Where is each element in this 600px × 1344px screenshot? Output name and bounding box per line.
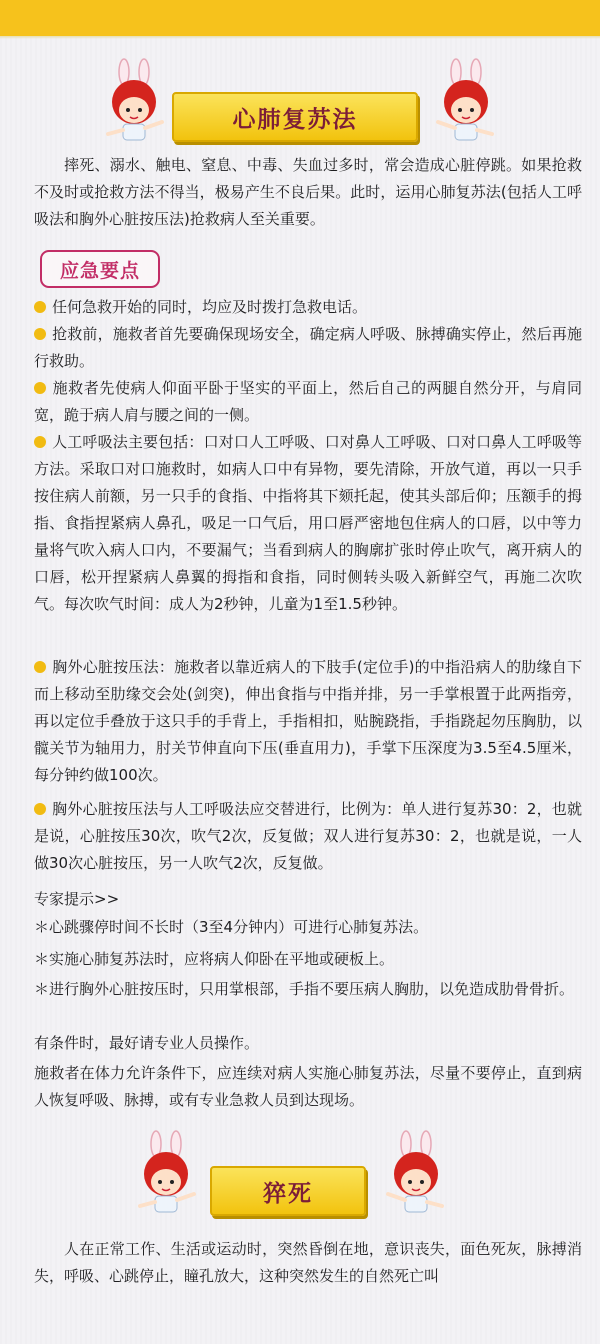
section-title-cpr: 心肺复苏法 (232, 106, 358, 133)
bullet-dot-icon (34, 803, 46, 815)
key-point-4 (34, 429, 582, 618)
rabbit-mascot-icon (132, 1130, 200, 1220)
bullet-dot-icon (34, 661, 46, 673)
expert-tip-1: ＊心跳骤停时间不长时（3至4分钟内）可进行心肺复苏法。 (34, 918, 429, 936)
key-point-1-text: 任何急救开始的同时，均应及时拨打急救电话。 (52, 298, 368, 316)
expert-tip-5: 施救者在体力允许条件下，应连续对病人实施心肺复苏法，尽量不要停止，直到病人恢复呼吸、脉搏，或有专业急救人员到达现场。 (34, 1064, 582, 1109)
mascot-left-1 (100, 58, 168, 148)
key-point-3-text: 施救者先使病人仰面平卧于坚实的平面上，然后自己的两腿自然分开，与肩同宽，跪于病人肩与腰之间的一侧。 (34, 379, 582, 424)
bullet-dot-icon (34, 382, 46, 394)
expert-tip-4: 有条件时，最好请专业人员操作。 (34, 1034, 260, 1052)
bullet-dot-icon (34, 436, 46, 448)
section-title-banner-sudden-death (210, 1166, 366, 1216)
key-point-2-text: 抢救前，施救者首先要确保现场安全，确定病人呼吸、脉搏确实停止，然后再施行救助。 (34, 325, 582, 370)
key-point-3 (34, 375, 582, 429)
key-point-2 (34, 321, 582, 375)
rabbit-mascot-icon (432, 58, 500, 148)
mascot-right-1 (432, 58, 500, 148)
key-points-badge (40, 250, 160, 288)
section-title-banner-cpr (172, 92, 418, 142)
expert-tips-heading: 专家提示>> (34, 890, 120, 908)
key-point-1 (34, 294, 582, 321)
bullet-dot-icon (34, 301, 46, 313)
bullet-dot-icon (34, 328, 46, 340)
key-point-6-text: 胸外心脏按压法与人工呼吸法应交替进行，比例为：单人进行复苏30：2，也就是说，心脏按压30次，吹气2次，反复做；双人进行复苏30：2，也就是说，一人做30次心脏按压，另一人吹气2次，反复做。 (34, 800, 582, 872)
expert-tip-2: ＊实施心肺复苏法时，应将病人仰卧在平地或硬板上。 (34, 950, 395, 968)
section-title-sudden-death: 猝死 (263, 1180, 313, 1207)
key-point-6 (34, 796, 582, 877)
key-points-label: 应急要点 (59, 259, 140, 282)
rabbit-mascot-icon (382, 1130, 450, 1220)
sudden-death-intro-paragraph: 人在正常工作、生活或运动时，突然昏倒在地，意识丧失，面色死灰，脉搏消失，呼吸、心跳停止，瞳孔放大，这种突然发生的自然死亡叫 (34, 1240, 582, 1285)
expert-tip-3: ＊进行胸外心脏按压时，只用掌根部，手指不要压病人胸肋，以免造成肋骨骨折。 (34, 980, 575, 998)
key-point-4-text: 人工呼吸法主要包括：口对口人工呼吸、口对鼻人工呼吸、口对口鼻人工呼吸等方法。采取口对口施救时，如病人口中有异物，要先清除，开放气道，再以一只手按住病人前额，另一只手的食指、中指将其下颏托起，使其头部后仰；压额手的拇指、食指捏紧病人鼻孔，吸足一口气后，用口唇严密地包住病人的口唇，以中等力量将气吹入病人口内，不要漏气；当看到病人的胸廓扩张时停止吹气，离开病人的口唇，松开捏紧病人鼻翼的拇指和食指，同时侧转头吸入新鲜空气，再施二次吹气。每次吹气时间：成人为2秒钟，儿童为1至1.5秒钟。 (34, 433, 582, 613)
mascot-right-2 (382, 1130, 450, 1220)
key-point-5 (34, 654, 582, 789)
top-color-band (0, 0, 600, 36)
mascot-left-2 (132, 1130, 200, 1220)
key-point-5-text: 胸外心脏按压法：施救者以靠近病人的下肢手(定位手)的中指沿病人的肋缘自下而上移动至肋缘交会处(剑突)，伸出食指与中指并排，另一手掌根置于此两指旁，再以定位手叠放于这只手的手背上，手指相扣，贴腕跷指，手指跷起勿压胸肋，以髋关节为轴用力，肘关节伸直向下压(垂直用力)，手掌下压深度为3.5至4.5厘米，每分钟约做100次。 (34, 658, 582, 784)
cpr-intro-paragraph: 摔死、溺水、触电、窒息、中毒、失血过多时，常会造成心脏停跳。如果抢救不及时或抢救方法不得当，极易产生不良后果。此时，运用心肺复苏法(包括人工呼吸法和胸外心脏按压法)抢救病人至关重要。 (34, 156, 582, 228)
rabbit-mascot-icon (100, 58, 168, 148)
